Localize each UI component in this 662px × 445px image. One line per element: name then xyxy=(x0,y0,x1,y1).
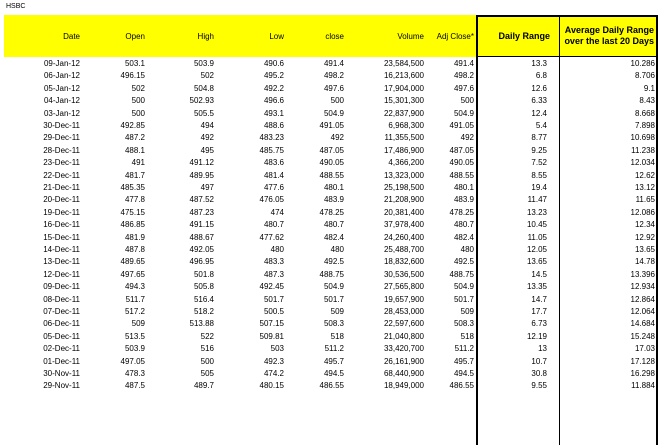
cell-high: 522 xyxy=(200,331,214,341)
cell-open: 489.65 xyxy=(120,257,145,267)
cell-date: 20-Dec-11 xyxy=(43,195,80,205)
cell-open: 511.7 xyxy=(125,294,145,304)
cell-close: 497.6 xyxy=(323,83,344,93)
table-row xyxy=(0,182,662,193)
cell-open: 497.65 xyxy=(120,269,145,279)
cell-low: 496.6 xyxy=(263,96,284,106)
cell-average-range: 8.706 xyxy=(634,71,655,81)
cell-close: 488.55 xyxy=(319,170,344,180)
cell-high: 497 xyxy=(200,183,214,192)
cell-low: 492.45 xyxy=(259,282,284,292)
cell-average-range: 11.238 xyxy=(631,145,655,155)
cell-date: 01-Dec-11 xyxy=(43,356,80,366)
cell-low: 483.6 xyxy=(263,158,284,168)
cell-adj-close: 478.25 xyxy=(449,207,474,217)
cell-date: 07-Dec-11 xyxy=(43,307,80,316)
cell-close: 491.4 xyxy=(323,59,344,68)
table-row xyxy=(0,331,662,342)
cell-average-range: 14.684 xyxy=(630,319,655,329)
cell-date: 05-Jan-12 xyxy=(43,83,80,93)
cell-adj-close: 491.4 xyxy=(453,59,474,68)
cell-daily-range: 13.65 xyxy=(526,257,547,267)
cell-low: 474.2 xyxy=(263,369,284,378)
cell-daily-range: 11.47 xyxy=(527,195,547,205)
table-row xyxy=(0,380,662,391)
table-row xyxy=(0,132,662,143)
cell-adj-close: 480 xyxy=(460,245,474,254)
table-row xyxy=(0,232,662,243)
cell-high: 504.8 xyxy=(193,83,214,93)
cell-low: 492.2 xyxy=(263,83,284,93)
cell-volume: 25,198,500 xyxy=(383,183,424,192)
cell-volume: 6,968,300 xyxy=(388,121,424,130)
cell-close: 494.5 xyxy=(323,369,344,378)
cell-date: 28-Dec-11 xyxy=(43,145,80,155)
table-row xyxy=(0,83,662,94)
cell-open: 503.9 xyxy=(124,344,145,354)
cell-low: 501.7 xyxy=(263,294,284,304)
table-row xyxy=(0,120,662,131)
cell-low: 480.7 xyxy=(263,220,284,230)
cell-date: 09-Jan-12 xyxy=(43,59,80,68)
cell-average-range: 13.65 xyxy=(634,245,655,254)
cell-low: 477.6 xyxy=(263,183,284,192)
cell-low: 487.3 xyxy=(263,269,284,279)
cell-high: 505.5 xyxy=(193,108,214,118)
cell-date: 12-Dec-11 xyxy=(43,269,80,279)
cell-close: 491.05 xyxy=(319,121,344,130)
cell-daily-range: 12.4 xyxy=(531,108,547,118)
cell-close: 480 xyxy=(330,245,344,254)
cell-daily-range: 19.4 xyxy=(531,183,547,192)
cell-volume: 18,832,600 xyxy=(383,257,424,267)
cell-low: 488.6 xyxy=(263,121,284,130)
cell-close: 488.75 xyxy=(319,269,344,279)
cell-volume: 18,949,000 xyxy=(383,381,424,391)
cell-close: 509 xyxy=(330,307,344,316)
cell-adj-close: 508.3 xyxy=(453,319,474,329)
cell-date: 29-Nov-11 xyxy=(43,381,80,391)
cell-average-range: 17.03 xyxy=(634,344,655,354)
cell-low: 493.1 xyxy=(263,108,284,118)
table-row xyxy=(0,269,662,280)
cell-high: 518.2 xyxy=(193,307,214,316)
cell-adj-close: 488.75 xyxy=(449,269,474,279)
cell-date: 30-Dec-11 xyxy=(43,121,80,130)
cell-date: 15-Dec-11 xyxy=(43,232,80,242)
cell-volume: 11,355,500 xyxy=(384,133,424,143)
cell-close: 482.4 xyxy=(323,232,344,242)
table-row xyxy=(0,207,662,218)
cell-adj-close: 497.6 xyxy=(453,83,474,93)
cell-high: 489.95 xyxy=(189,170,214,180)
cell-volume: 37,978,400 xyxy=(383,220,424,230)
cell-low: 492.3 xyxy=(263,356,284,366)
cell-open: 497.05 xyxy=(120,356,145,366)
cell-date: 06-Dec-11 xyxy=(43,319,80,329)
cell-open: 509 xyxy=(131,319,145,329)
cell-high: 487.52 xyxy=(189,195,214,205)
cell-high: 501.8 xyxy=(193,269,214,279)
cell-high: 487.23 xyxy=(189,207,214,217)
cell-high: 505 xyxy=(200,369,214,378)
cell-high: 502 xyxy=(200,71,214,81)
table-row xyxy=(0,108,662,119)
cell-daily-range: 12.6 xyxy=(531,83,547,93)
cell-date: 02-Dec-11 xyxy=(43,344,80,354)
cell-low: 495.2 xyxy=(263,71,284,81)
cell-adj-close: 490.05 xyxy=(449,158,474,168)
cell-daily-range: 13.35 xyxy=(526,282,547,292)
table-row xyxy=(0,170,662,181)
table-row xyxy=(0,256,662,267)
table-row xyxy=(0,145,662,156)
cell-daily-range: 13 xyxy=(538,344,547,354)
header-average-range: Average Daily Range over the last 20 Days xyxy=(564,25,654,46)
cell-average-range: 12.62 xyxy=(634,170,655,180)
cell-volume: 17,904,000 xyxy=(383,83,424,93)
cell-high: 496.95 xyxy=(189,257,214,267)
cell-date: 22-Dec-11 xyxy=(43,170,80,180)
cell-open: 503.1 xyxy=(124,59,145,68)
cell-close: 478.25 xyxy=(319,207,344,217)
cell-average-range: 9.1 xyxy=(643,83,655,93)
cell-low: 477.62 xyxy=(259,232,284,242)
cell-date: 16-Dec-11 xyxy=(43,220,80,230)
cell-daily-range: 7.52 xyxy=(531,158,547,168)
header-close: close xyxy=(325,31,344,41)
cell-date: 13-Dec-11 xyxy=(43,257,80,267)
cell-open: 491 xyxy=(131,158,145,168)
cell-volume: 21,208,900 xyxy=(383,195,424,205)
cell-high: 502.93 xyxy=(189,96,214,106)
cell-adj-close: 504.9 xyxy=(453,108,474,118)
cell-daily-range: 14.5 xyxy=(531,269,547,279)
cell-date: 05-Dec-11 xyxy=(43,331,80,341)
cell-close: 511.2 xyxy=(324,344,344,354)
cell-close: 490.05 xyxy=(319,158,344,168)
cell-average-range: 15.248 xyxy=(630,331,655,341)
cell-low: 480.15 xyxy=(259,381,284,391)
header-date: Date xyxy=(63,31,80,41)
table-row xyxy=(0,368,662,379)
cell-daily-range: 6.73 xyxy=(531,319,547,329)
cell-volume: 30,536,500 xyxy=(383,269,424,279)
cell-average-range: 12.34 xyxy=(634,220,655,230)
cell-close: 483.9 xyxy=(323,195,344,205)
cell-open: 517.2 xyxy=(124,307,145,316)
cell-low: 483.23 xyxy=(259,133,284,143)
cell-daily-range: 8.77 xyxy=(531,133,547,143)
cell-low: 490.6 xyxy=(263,59,284,68)
table-row xyxy=(0,194,662,205)
cell-close: 504.9 xyxy=(323,282,344,292)
cell-open: 486.85 xyxy=(120,220,145,230)
table-row xyxy=(0,219,662,230)
cell-volume: 23,584,500 xyxy=(383,59,424,68)
cell-daily-range: 14.7 xyxy=(531,294,547,304)
cell-daily-range: 30.8 xyxy=(531,369,547,378)
cell-close: 504.9 xyxy=(323,108,344,118)
cell-average-range: 11.65 xyxy=(635,195,655,205)
cell-date: 30-Nov-11 xyxy=(43,369,80,378)
cell-daily-range: 12.05 xyxy=(526,245,547,254)
table-row xyxy=(0,318,662,329)
cell-volume: 16,213,600 xyxy=(383,71,424,81)
cell-close: 518 xyxy=(330,331,344,341)
cell-adj-close: 487.05 xyxy=(449,145,474,155)
cell-adj-close: 518 xyxy=(460,331,474,341)
cell-open: 488.1 xyxy=(124,145,145,155)
cell-adj-close: 504.9 xyxy=(453,282,474,292)
cell-close: 492 xyxy=(330,133,344,143)
table-row xyxy=(0,157,662,168)
cell-high: 492.05 xyxy=(189,245,214,254)
cell-volume: 68,440,900 xyxy=(383,369,424,378)
cell-daily-range: 13.23 xyxy=(526,207,547,217)
cell-average-range: 12.934 xyxy=(630,282,655,292)
cell-daily-range: 9.25 xyxy=(531,145,547,155)
cell-volume: 19,657,900 xyxy=(383,294,424,304)
cell-open: 477.8 xyxy=(124,195,145,205)
cell-open: 485.35 xyxy=(120,183,145,192)
cell-low: 507.15 xyxy=(259,319,284,329)
cell-daily-range: 11.05 xyxy=(527,232,547,242)
cell-adj-close: 495.7 xyxy=(453,356,474,366)
cell-low: 481.4 xyxy=(263,170,284,180)
cell-volume: 25,488,700 xyxy=(383,245,424,254)
cell-volume: 15,301,300 xyxy=(383,96,424,106)
cell-high: 489.7 xyxy=(193,381,214,391)
table-row xyxy=(0,244,662,255)
cell-low: 476.05 xyxy=(259,195,284,205)
cell-daily-range: 5.4 xyxy=(535,121,547,130)
cell-low: 474 xyxy=(270,207,284,217)
cell-adj-close: 498.2 xyxy=(453,71,474,81)
cell-average-range: 13.396 xyxy=(630,269,655,279)
cell-date: 06-Jan-12 xyxy=(43,71,80,81)
cell-open: 502 xyxy=(131,83,145,93)
cell-average-range: 16.298 xyxy=(630,369,655,378)
cell-date: 03-Jan-12 xyxy=(43,108,80,118)
cell-volume: 4,366,200 xyxy=(388,158,424,168)
cell-volume: 20,381,400 xyxy=(383,207,424,217)
cell-high: 492 xyxy=(200,133,214,143)
cell-volume: 27,565,800 xyxy=(383,282,424,292)
cell-adj-close: 492.5 xyxy=(453,257,474,267)
cell-close: 508.3 xyxy=(323,319,344,329)
cell-adj-close: 494.5 xyxy=(453,369,474,378)
cell-open: 475.15 xyxy=(120,207,145,217)
cell-high: 494 xyxy=(200,121,214,130)
table-row xyxy=(0,58,662,69)
cell-volume: 21,040,800 xyxy=(383,331,424,341)
cell-close: 500 xyxy=(330,96,344,106)
cell-low: 480 xyxy=(270,245,284,254)
cell-average-range: 10.286 xyxy=(630,59,655,68)
cell-average-range: 12.92 xyxy=(634,232,655,242)
cell-daily-range: 9.55 xyxy=(531,381,547,391)
cell-adj-close: 511.2 xyxy=(454,344,474,354)
cell-open: 487.5 xyxy=(124,381,145,391)
cell-daily-range: 6.8 xyxy=(535,71,547,81)
cell-close: 501.7 xyxy=(323,294,344,304)
cell-average-range: 8.668 xyxy=(634,108,655,118)
cell-average-range: 8.43 xyxy=(639,96,655,106)
table-row xyxy=(0,70,662,81)
header-bottom-border xyxy=(476,56,658,57)
cell-close: 498.2 xyxy=(323,71,344,81)
cell-daily-range: 10.7 xyxy=(531,356,547,366)
cell-average-range: 12.064 xyxy=(630,307,655,316)
cell-volume: 22,837,900 xyxy=(383,108,424,118)
cell-volume: 33,420,700 xyxy=(383,344,424,354)
cell-close: 486.55 xyxy=(319,381,344,391)
cell-adj-close: 500 xyxy=(460,96,474,106)
cell-average-range: 12.864 xyxy=(630,294,655,304)
cell-open: 500 xyxy=(131,108,145,118)
cell-low: 503 xyxy=(270,344,284,354)
header-low: Low xyxy=(269,31,284,41)
cell-high: 488.67 xyxy=(189,232,214,242)
cell-open: 500 xyxy=(131,96,145,106)
cell-date: 14-Dec-11 xyxy=(43,245,80,254)
cell-close: 492.5 xyxy=(323,257,344,267)
cell-open: 496.15 xyxy=(120,71,145,81)
cell-daily-range: 17.7 xyxy=(531,307,547,316)
cell-volume: 28,453,000 xyxy=(383,307,424,316)
cell-daily-range: 8.55 xyxy=(531,170,547,180)
cell-low: 483.3 xyxy=(263,257,284,267)
table-row xyxy=(0,95,662,106)
cell-close: 480.7 xyxy=(323,220,344,230)
cell-adj-close: 492 xyxy=(460,133,474,143)
cell-adj-close: 480.1 xyxy=(453,183,474,192)
cell-low: 509.81 xyxy=(259,331,284,341)
cell-low: 485.75 xyxy=(259,145,284,155)
cell-adj-close: 501.7 xyxy=(453,294,474,304)
cell-volume: 24,260,400 xyxy=(383,232,424,242)
cell-close: 480.1 xyxy=(323,183,344,192)
cell-high: 513.88 xyxy=(189,319,214,329)
sheet-title: HSBC xyxy=(6,3,26,10)
cell-average-range: 13.12 xyxy=(634,183,655,192)
cell-date: 23-Dec-11 xyxy=(43,158,80,168)
cell-close: 495.7 xyxy=(323,356,344,366)
cell-high: 516 xyxy=(200,344,214,354)
cell-open: 492.85 xyxy=(120,121,145,130)
cell-adj-close: 482.4 xyxy=(453,232,474,242)
table-row xyxy=(0,294,662,305)
cell-date: 04-Jan-12 xyxy=(43,96,80,106)
cell-open: 494.3 xyxy=(124,282,145,292)
cell-average-range: 10.698 xyxy=(630,133,655,143)
cell-high: 505.8 xyxy=(193,282,214,292)
cell-average-range: 12.086 xyxy=(630,207,655,217)
cell-daily-range: 12.19 xyxy=(526,331,547,341)
cell-average-range: 17.128 xyxy=(630,356,655,366)
cell-close: 487.05 xyxy=(319,145,344,155)
cell-volume: 13,323,000 xyxy=(383,170,424,180)
cell-date: 19-Dec-11 xyxy=(43,207,80,217)
cell-adj-close: 488.55 xyxy=(449,170,474,180)
cell-open: 487.2 xyxy=(124,133,145,143)
cell-date: 29-Dec-11 xyxy=(43,133,80,143)
cell-open: 481.7 xyxy=(124,170,145,180)
cell-high: 516.4 xyxy=(193,294,214,304)
cell-open: 513.5 xyxy=(124,331,145,341)
cell-high: 495 xyxy=(200,145,214,155)
cell-high: 491.15 xyxy=(189,220,214,230)
cell-average-range: 12.034 xyxy=(630,158,655,168)
cell-adj-close: 491.05 xyxy=(449,121,474,130)
cell-adj-close: 486.55 xyxy=(449,381,474,391)
table-row xyxy=(0,356,662,367)
header-volume: Volume xyxy=(397,31,424,41)
cell-high: 503.9 xyxy=(193,59,214,68)
header-adj-close: Adj Close* xyxy=(436,31,474,41)
table-row xyxy=(0,343,662,354)
cell-open: 481.9 xyxy=(124,232,145,242)
cell-adj-close: 480.7 xyxy=(453,220,474,230)
cell-daily-range: 13.3 xyxy=(531,59,547,68)
cell-date: 09-Dec-11 xyxy=(43,282,80,292)
table-row xyxy=(0,306,662,317)
cell-average-range: 7.898 xyxy=(634,121,655,130)
cell-open: 487.8 xyxy=(124,245,145,254)
header-open: Open xyxy=(125,31,145,41)
cell-daily-range: 6.33 xyxy=(531,96,547,106)
cell-adj-close: 483.9 xyxy=(453,195,474,205)
header-daily-range: Daily Range xyxy=(498,30,550,41)
header-high: High xyxy=(197,31,214,41)
cell-average-range: 11.884 xyxy=(631,381,655,391)
cell-volume: 22,597,600 xyxy=(383,319,424,329)
cell-date: 08-Dec-11 xyxy=(43,294,80,304)
table-row xyxy=(0,281,662,292)
cell-adj-close: 509 xyxy=(460,307,474,316)
cell-volume: 17,486,900 xyxy=(383,145,424,155)
cell-low: 500.5 xyxy=(263,307,284,316)
cell-open: 478.3 xyxy=(124,369,145,378)
cell-date: 21-Dec-11 xyxy=(43,183,80,192)
cell-average-range: 14.78 xyxy=(634,257,655,267)
cell-high: 491.12 xyxy=(189,158,214,168)
cell-volume: 26,161,900 xyxy=(383,356,424,366)
cell-high: 500 xyxy=(200,356,214,366)
cell-daily-range: 10.45 xyxy=(526,220,547,230)
